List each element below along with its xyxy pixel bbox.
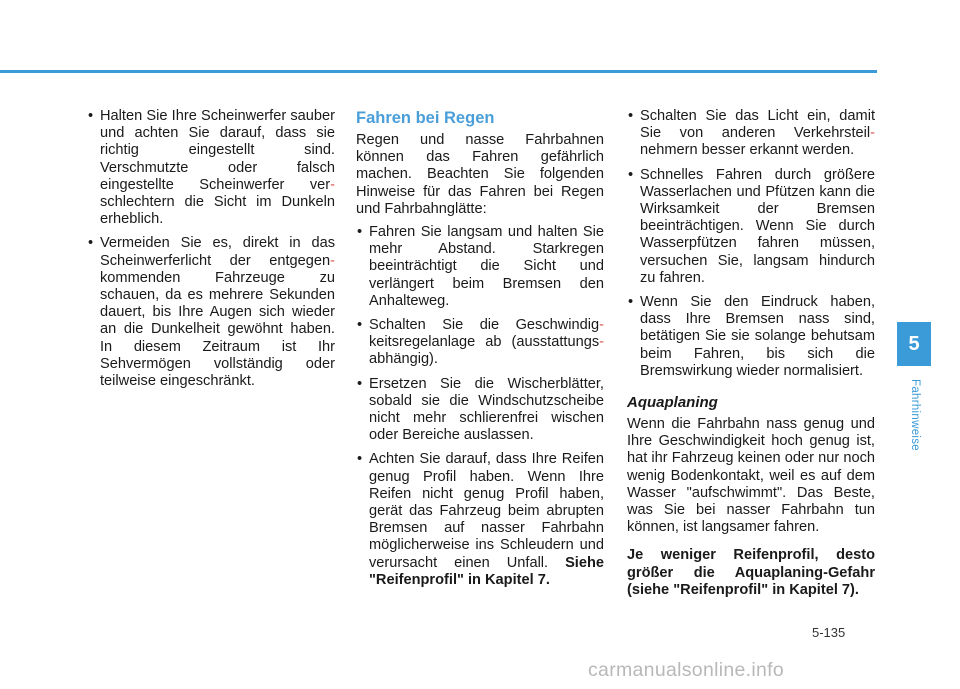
soft-hyphen: - <box>870 125 875 142</box>
text-segment: abhängig). <box>369 351 438 368</box>
text-segment: Schalten Sie das Licht ein, damit Sie von anderen Verkehrsteil <box>640 108 875 142</box>
list-item <box>356 376 604 445</box>
chapter-tab[interactable] <box>897 322 931 366</box>
bullet-list <box>627 108 875 380</box>
page-number: 5-135 <box>812 625 846 640</box>
subsection-heading: Aquaplaning <box>627 394 718 412</box>
text-segment: Wenn Sie den Eindruck haben, dass Ihre Bremsen nass sind, betätigen Sie sie solange behutsam beim Fahren, bis sich die Bremswirkung wieder normalisiert. <box>640 294 875 379</box>
chapter-number: 5 <box>908 332 920 355</box>
text-segment: Halten Sie Ihre Scheinwerfer sauber und achten Sie darauf, dass sie richtig eingestellt sind. Verschmutzte oder falsch eingestellte Scheinwerfer ver <box>100 108 335 193</box>
watermark: carmanualsonline.info <box>588 659 784 681</box>
chapter-label: Fahrhinweise <box>909 379 921 451</box>
bold-text: Siehe "Reifenprofil" in Kapitel 7. <box>369 554 604 588</box>
bullet-list <box>356 224 604 589</box>
text-segment: keitsregelanlage ab (ausstattungs <box>369 334 600 351</box>
text-segment: Schnelles Fahren durch größere Wasserlachen und Pfützen kann die Wirksamkeit der Bremsen beeinträchtigen. Wenn Sie durch Wasserpfützen fahren müssen, versuchen Sie, langsam hindurch zu fahren. <box>640 166 875 286</box>
text-segment: schlechtern die Sicht im Dunkeln erheblich. <box>100 194 335 228</box>
soft-hyphen: - <box>599 334 604 351</box>
list-item <box>356 317 604 369</box>
list-item <box>356 224 604 310</box>
list-item <box>87 108 335 228</box>
right-column <box>627 108 875 599</box>
text-segment: nehmern besser erkannt werden. <box>640 142 855 159</box>
body-paragraph: Wenn die Fahrbahn nass genug und Ihre Geschwindigkeit hoch genug ist, hat ihr Fahrzeug keinen oder nur noch wenig Bodenkontakt, weil es auf dem Wasser "aufschwimmt". Das Beste, was Sie bei nasser Fahrbahn tun können, ist langsamer fahren. <box>627 416 875 536</box>
text-segment: Fahren Sie langsam und halten Sie mehr Abstand. Starkregen beeinträchtigt die Sicht und verlängert beim Bremsen den Anhalteweg. <box>369 224 604 309</box>
list-item <box>627 167 875 287</box>
list-item <box>627 294 875 380</box>
soft-hyphen: - <box>599 317 604 334</box>
section-heading: Fahren bei Regen <box>356 109 495 127</box>
list-item <box>87 235 335 390</box>
list-item <box>627 108 875 160</box>
middle-column <box>356 108 604 596</box>
left-column <box>87 108 335 397</box>
bold-paragraph: Je weniger Reifenprofil, desto größer die Aquaplaning-Gefahr (siehe "Reifenprofil" in Kapitel 7). <box>627 547 875 598</box>
intro-paragraph: Regen und nasse Fahrbahnen können das Fahren gefährlich machen. Beachten Sie folgenden Hinweise für das Fahren bei Regen und Fahrbahnglätte: <box>356 132 604 217</box>
text-segment: Ersetzen Sie die Wischerblätter, sobald sie die Windschutzscheibe nicht mehr schlierenfrei wischen oder Bereiche auslassen. <box>369 375 604 444</box>
soft-hyphen: - <box>330 176 335 193</box>
text-segment: Vermeiden Sie es, direkt in das Scheinwerferlicht der entgegen <box>100 235 335 269</box>
bullet-list <box>87 108 335 390</box>
soft-hyphen: - <box>330 252 335 269</box>
list-item <box>356 451 604 589</box>
text-segment: kommenden Fahrzeuge zu schauen, da es mehrere Sekunden dauert, bis Ihre Augen sich wieder an die Dunkelheit gewöhnt haben. In diesem Zeitraum ist Ihr Sehvermögen vollständig oder teilweise eingeschränkt. <box>100 269 335 390</box>
text-segment: Schalten Sie die Geschwindig <box>369 317 600 334</box>
header-rule <box>0 70 877 73</box>
text-segment: Achten Sie darauf, dass Ihre Reifen genug Profil haben. Wenn Ihre Reifen nicht genug Profil haben, gerät das Fahrzeug beim abrupten Bremsen auf nasser Fahrbahn möglicherweise ins Schleudern und verursacht einen Unfall. <box>369 451 604 571</box>
